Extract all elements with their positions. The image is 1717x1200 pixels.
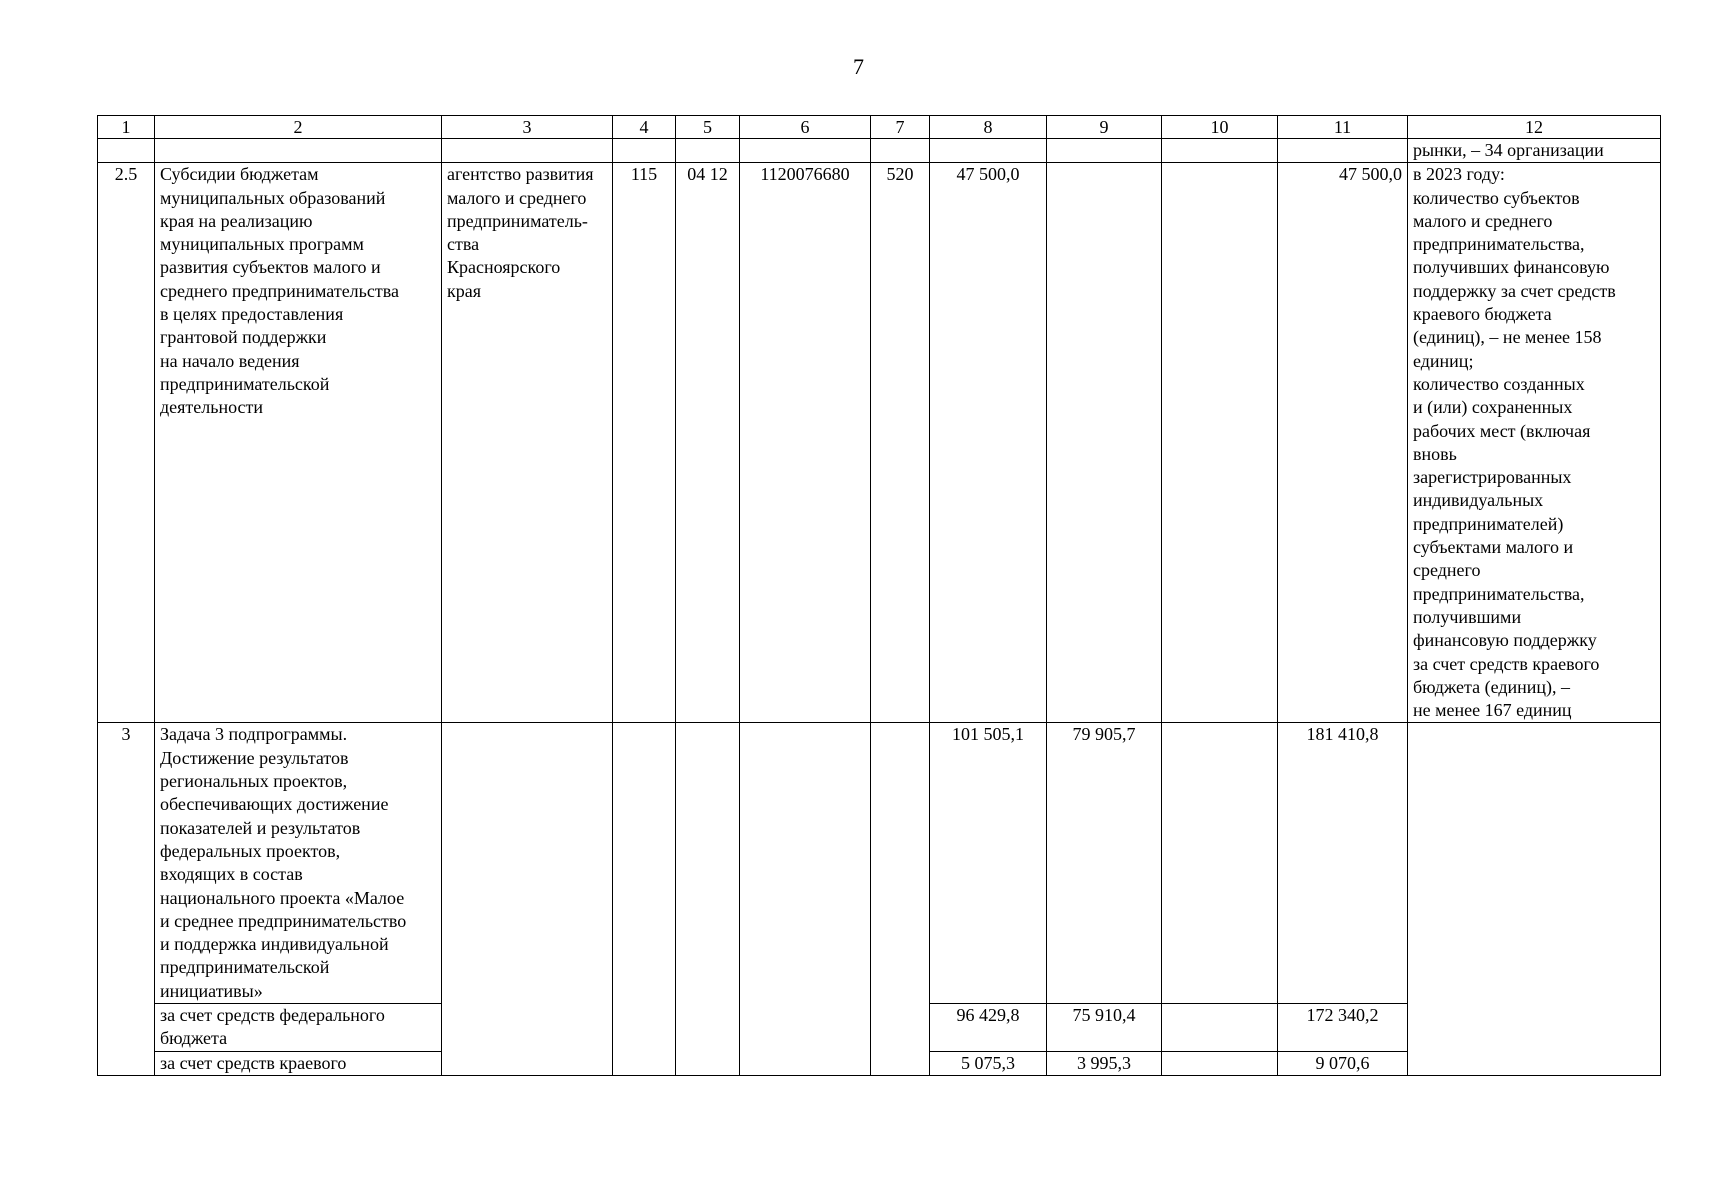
executor: агентство развития малого и среднего предприниматель- ства Красноярского края	[442, 163, 613, 723]
amount-2023: 96 429,8	[930, 1003, 1047, 1051]
amount-total: 9 070,6	[1278, 1051, 1408, 1075]
vr-code: 520	[871, 163, 930, 723]
amount-2025	[1162, 723, 1278, 1004]
header-cell: 1	[98, 116, 155, 139]
amount-2025	[1162, 1051, 1278, 1075]
page-number: 7	[853, 54, 864, 79]
header-cell: 3	[442, 116, 613, 139]
table-row-3	[98, 723, 1661, 1004]
header-row	[98, 116, 1661, 139]
row-number: 3	[98, 723, 155, 1004]
table-row-2-5	[98, 163, 1661, 723]
header-cell: 10	[1162, 116, 1278, 139]
continuation-row	[98, 139, 1661, 163]
header-cell: 5	[676, 116, 740, 139]
continuation-result: рынки, – 34 организации	[1408, 139, 1661, 163]
amount-2024: 75 910,4	[1047, 1003, 1162, 1051]
rzpr-code: 04 12	[676, 163, 740, 723]
grbs-code: 115	[613, 163, 676, 723]
header-cell: 2	[155, 116, 442, 139]
header-cell: 11	[1278, 116, 1408, 139]
task-name: Задача 3 подпрограммы. Достижение результатов региональных проектов, обеспечивающих достижение показателей и результатов федеральных проектов, входящих в состав национального проекта «Малое и среднее предпринимательство и поддержка индивидуальной предпринимательской инициативы»	[155, 723, 442, 1004]
amount-total: 47 500,0	[1278, 163, 1408, 723]
row-number: 2.5	[98, 163, 155, 723]
header-cell: 6	[740, 116, 871, 139]
amount-2024: 79 905,7	[1047, 723, 1162, 1004]
amount-total: 172 340,2	[1278, 1003, 1408, 1051]
header-cell: 8	[930, 116, 1047, 139]
amount-2024	[1047, 163, 1162, 723]
header-cell: 7	[871, 116, 930, 139]
header-cell: 4	[613, 116, 676, 139]
amount-2023: 101 505,1	[930, 723, 1047, 1004]
header-cell: 9	[1047, 116, 1162, 139]
amount-2024: 3 995,3	[1047, 1051, 1162, 1075]
amount-2025	[1162, 1003, 1278, 1051]
csr-code: 1120076680	[740, 163, 871, 723]
funding-source: за счет средств федерального бюджета	[155, 1003, 442, 1051]
amount-2023: 47 500,0	[930, 163, 1047, 723]
measure-name: Субсидии бюджетам муниципальных образований края на реализацию муниципальных программ развития субъектов малого и среднего предпринимательства в целях предоставления грантовой поддержки на начало ведения предпринимательской деятельности	[155, 163, 442, 723]
amount-2025	[1162, 163, 1278, 723]
funding-source: за счет средств краевого	[155, 1051, 442, 1075]
expected-result: в 2023 году: количество субъектов малого и среднего предпринимательства, получивших финансовую поддержку за счет средств краевого бюджета (единиц), – не менее 158 единиц; количество созданных и (или) сохраненных рабочих мест (включая вновь зарегистрированных индивидуальных предпринимателей) субъектами малого и среднего предпринимательства, получившими финансовую поддержку за счет средств краевого бюджета (единиц), – не менее 167 единиц	[1408, 163, 1661, 723]
amount-2023: 5 075,3	[930, 1051, 1047, 1075]
amount-total: 181 410,8	[1278, 723, 1408, 1004]
header-cell: 12	[1408, 116, 1661, 139]
program-table	[97, 115, 1661, 1076]
